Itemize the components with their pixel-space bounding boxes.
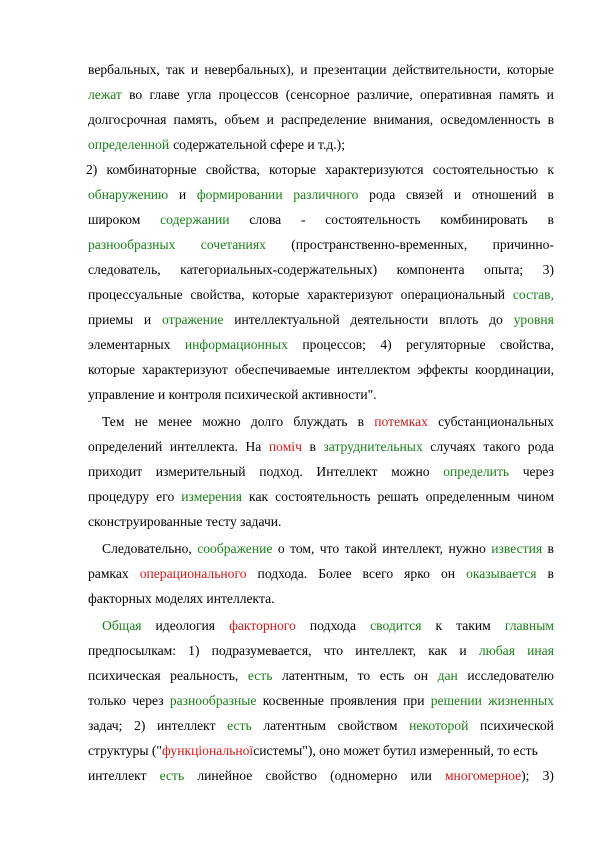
text-line bbox=[88, 768, 554, 784]
text-line bbox=[88, 137, 554, 153]
word: комбинаторные bbox=[106, 162, 197, 177]
text-line bbox=[86, 162, 554, 178]
word: приходит bbox=[88, 464, 143, 479]
word: ярко bbox=[404, 566, 430, 581]
word: вплоть bbox=[439, 312, 479, 327]
word: не bbox=[134, 414, 148, 429]
highlighted-word: содержании bbox=[160, 212, 230, 227]
highlighted-word: операционального bbox=[139, 566, 247, 581]
highlighted-word: сочетаниях bbox=[200, 237, 266, 252]
highlighted-word: некоторой bbox=[409, 718, 469, 733]
word: всего bbox=[362, 566, 394, 581]
word: латентным bbox=[263, 718, 326, 733]
word: задач; bbox=[88, 718, 123, 733]
highlighted-word: соображение bbox=[197, 541, 273, 556]
word: рода bbox=[527, 439, 554, 454]
word: свойства, bbox=[205, 162, 260, 177]
word: что bbox=[323, 643, 344, 658]
word: исследователю bbox=[467, 668, 554, 683]
word: интеллекта. bbox=[169, 439, 238, 454]
word: в bbox=[547, 541, 554, 556]
word: характеризуют bbox=[142, 362, 228, 377]
word: определенным bbox=[425, 489, 511, 504]
word: Более bbox=[318, 566, 352, 581]
word: то bbox=[357, 668, 371, 683]
word: 2) bbox=[134, 718, 146, 733]
highlighted-word: поміч bbox=[268, 439, 302, 454]
word: свойством bbox=[337, 718, 398, 733]
word: и bbox=[300, 62, 308, 77]
word: 3) bbox=[542, 768, 554, 783]
text-line bbox=[88, 362, 554, 378]
word: через bbox=[522, 464, 554, 479]
word: невербальных), bbox=[204, 62, 295, 77]
highlighted-word: решении bbox=[430, 693, 482, 708]
word: эффекты bbox=[417, 362, 469, 377]
word: можно bbox=[391, 464, 430, 479]
word: опыта; bbox=[484, 262, 524, 277]
word: состоятельность bbox=[275, 489, 371, 504]
text-line bbox=[88, 718, 554, 734]
word: процессуальные bbox=[88, 287, 183, 302]
word: связей bbox=[405, 187, 444, 202]
word: в bbox=[357, 414, 365, 429]
text-line bbox=[88, 514, 554, 530]
word: в bbox=[547, 187, 554, 202]
word: он bbox=[440, 566, 456, 581]
text-line bbox=[88, 337, 554, 353]
word: характеризуются bbox=[325, 162, 424, 177]
word: действительности, bbox=[392, 62, 501, 77]
word: компонента bbox=[396, 262, 465, 277]
word: 3) bbox=[542, 262, 554, 277]
text-line bbox=[88, 489, 554, 505]
word: проявления bbox=[330, 693, 397, 708]
highlighted-word: уровня bbox=[513, 312, 554, 327]
highlighted-word: разнообразных bbox=[88, 237, 176, 252]
highlighted-word: затруднительных bbox=[323, 439, 423, 454]
word: случаях bbox=[430, 439, 476, 454]
highlighted-word: отражение bbox=[162, 312, 224, 327]
word: таким bbox=[456, 618, 491, 633]
word: и bbox=[459, 643, 467, 658]
word: внимания, bbox=[373, 112, 434, 127]
word: к bbox=[547, 162, 554, 177]
word: менее bbox=[158, 414, 193, 429]
text-line bbox=[88, 464, 554, 480]
word: процессов bbox=[218, 87, 279, 102]
word: до bbox=[489, 312, 503, 327]
word: (сенсорное bbox=[285, 87, 350, 102]
word: структуры (" bbox=[88, 743, 162, 758]
word: как bbox=[249, 489, 269, 504]
word: в bbox=[309, 439, 316, 454]
text-line bbox=[88, 743, 554, 759]
text-line bbox=[88, 312, 554, 328]
word: что bbox=[319, 541, 340, 556]
word: можно bbox=[202, 414, 241, 429]
word: процессов; bbox=[302, 337, 366, 352]
highlighted-word: дан bbox=[437, 668, 458, 683]
word: как bbox=[428, 643, 448, 658]
word: операциональный bbox=[400, 287, 506, 302]
word: интеллект bbox=[88, 768, 147, 783]
word: в bbox=[547, 112, 554, 127]
word: в bbox=[547, 566, 554, 581]
highlighted-word: информационных bbox=[184, 337, 288, 352]
word: интеллектом bbox=[336, 362, 411, 377]
word: подразумевается, bbox=[211, 643, 312, 658]
word: широком bbox=[88, 212, 141, 227]
word: интеллектуальной bbox=[234, 312, 340, 327]
word: приемы bbox=[88, 312, 134, 327]
highlighted-word: известия bbox=[491, 541, 543, 556]
word: (пространственно-временных, bbox=[291, 237, 468, 252]
word: координации, bbox=[475, 362, 554, 377]
word: обеспечиваемые bbox=[234, 362, 330, 377]
text-line bbox=[102, 618, 554, 634]
word: рода bbox=[369, 187, 396, 202]
word: процедуру bbox=[88, 489, 150, 504]
highlighted-word: обнаружению bbox=[88, 187, 169, 202]
word: в bbox=[547, 212, 554, 227]
word: предпосылкам: bbox=[88, 643, 177, 658]
highlighted-word: разнообразные bbox=[169, 693, 257, 708]
highlighted-word: жизненных bbox=[488, 693, 554, 708]
word: регуляторные bbox=[406, 337, 486, 352]
word: - bbox=[300, 212, 306, 227]
text-line bbox=[88, 112, 554, 128]
text-line bbox=[88, 566, 554, 582]
word: долго bbox=[250, 414, 284, 429]
word: том, bbox=[290, 541, 315, 556]
word: подхода. bbox=[257, 566, 308, 581]
highlighted-word: оказывается bbox=[466, 566, 537, 581]
word-group bbox=[445, 768, 529, 784]
word: рамках bbox=[88, 566, 129, 581]
word: его bbox=[156, 489, 175, 504]
word: или bbox=[410, 768, 432, 783]
highlighted-word: есть bbox=[227, 718, 252, 733]
word: психической bbox=[480, 718, 554, 733]
word: Тем bbox=[102, 414, 125, 429]
word: содержательной сфере и т.д.); bbox=[173, 137, 345, 152]
word: латентным, bbox=[282, 668, 349, 683]
word: состоятельностью bbox=[432, 162, 539, 177]
word: объем bbox=[224, 112, 260, 127]
word: вербальных, bbox=[88, 62, 160, 77]
word: определений bbox=[88, 439, 163, 454]
word: комбинировать bbox=[440, 212, 528, 227]
word: и bbox=[143, 312, 152, 327]
word: факторных моделях интеллекта. bbox=[88, 591, 275, 606]
highlighted-word: есть bbox=[159, 768, 185, 783]
word: угла bbox=[186, 87, 212, 102]
word: реальность, bbox=[170, 668, 239, 683]
word: интеллект bbox=[157, 718, 216, 733]
word: есть bbox=[379, 668, 405, 683]
word: деятельности bbox=[350, 312, 429, 327]
word: и bbox=[190, 62, 199, 77]
text-line bbox=[88, 287, 554, 303]
text-line bbox=[88, 668, 554, 684]
word: и bbox=[266, 112, 274, 127]
word: свойство bbox=[265, 768, 317, 783]
highlighted-word: определенной bbox=[88, 137, 170, 152]
highlighted-word: различного bbox=[293, 187, 359, 202]
highlighted-word: измерения bbox=[181, 489, 243, 504]
text-line bbox=[88, 693, 554, 709]
word: Интеллект bbox=[316, 464, 378, 479]
word: 1) bbox=[188, 643, 200, 658]
word: психическая bbox=[88, 668, 161, 683]
word: такого bbox=[483, 439, 521, 454]
word: свойства, bbox=[499, 337, 554, 352]
word: различие, bbox=[356, 87, 413, 102]
word: подход. bbox=[259, 464, 303, 479]
word: оперативная bbox=[419, 87, 492, 102]
text-line bbox=[88, 87, 554, 103]
text-line bbox=[88, 591, 554, 607]
highlighted-word: факторного bbox=[229, 618, 296, 633]
highlighted-word: лежат bbox=[88, 87, 122, 102]
word: сконструированные тесту задачи. bbox=[88, 514, 282, 529]
text-line bbox=[88, 62, 554, 78]
word: и bbox=[453, 187, 462, 202]
text-line bbox=[88, 643, 554, 659]
word: которые bbox=[506, 62, 554, 77]
word: отношений bbox=[471, 187, 537, 202]
highlighted-word: Общая bbox=[102, 618, 142, 633]
word: главе bbox=[149, 87, 180, 102]
word: измерительный bbox=[155, 464, 246, 479]
word: он bbox=[413, 668, 428, 683]
text-line bbox=[88, 212, 554, 228]
highlighted-word: формировании bbox=[196, 187, 283, 202]
word: долгосрочная bbox=[88, 112, 167, 127]
word: подхода bbox=[309, 618, 357, 633]
text-line bbox=[88, 262, 554, 278]
text-line bbox=[88, 387, 554, 403]
word: решать bbox=[377, 489, 419, 504]
highlighted-word: функціональної bbox=[161, 743, 254, 758]
word: блуждать bbox=[293, 414, 348, 429]
word: Следовательно, bbox=[102, 541, 192, 556]
word: свойства, bbox=[190, 287, 245, 302]
word: чином bbox=[517, 489, 554, 504]
word: следователь, bbox=[88, 262, 161, 277]
word: о bbox=[277, 541, 285, 556]
highlighted-word: главным bbox=[504, 618, 554, 633]
word: осведомленность bbox=[440, 112, 541, 127]
word: На bbox=[245, 439, 262, 454]
word: так bbox=[166, 62, 185, 77]
word: субстанциональных bbox=[438, 414, 554, 429]
word: 2) bbox=[86, 162, 98, 177]
highlighted-word: определить bbox=[443, 464, 510, 479]
word: идеология bbox=[155, 618, 216, 633]
word: которые bbox=[88, 362, 136, 377]
text-line bbox=[102, 541, 554, 557]
word: интеллект, bbox=[382, 541, 444, 556]
word: такой bbox=[344, 541, 377, 556]
text-line bbox=[88, 237, 554, 253]
word: косвенные bbox=[262, 693, 324, 708]
word: категориальных-содержательных) bbox=[180, 262, 378, 277]
text-line bbox=[88, 439, 554, 455]
word: которые bbox=[252, 287, 300, 302]
word: элементарных bbox=[88, 337, 171, 352]
word: при bbox=[403, 693, 425, 708]
word: распределение bbox=[281, 112, 367, 127]
word: и bbox=[178, 187, 187, 202]
highlighted-word: есть bbox=[247, 668, 273, 683]
word: характеризуют bbox=[307, 287, 393, 302]
word: память, bbox=[173, 112, 218, 127]
word: и bbox=[546, 87, 554, 102]
highlighted-word: многомерное bbox=[444, 768, 522, 783]
word: презентации bbox=[313, 62, 387, 77]
word: во bbox=[129, 87, 143, 102]
word: 4) bbox=[380, 337, 392, 352]
highlighted-word: любая bbox=[478, 643, 515, 658]
word: системы"), оно может бутил измеренный, то есть bbox=[253, 743, 538, 758]
highlighted-word: потемках bbox=[374, 414, 428, 429]
highlighted-word: состав, bbox=[512, 287, 554, 302]
text-line bbox=[88, 187, 554, 203]
word: интеллект, bbox=[355, 643, 417, 658]
word: только bbox=[88, 693, 127, 708]
word: причинно- bbox=[492, 237, 554, 252]
word: через bbox=[132, 693, 164, 708]
word: которые bbox=[269, 162, 317, 177]
word: (одномерно bbox=[330, 768, 398, 783]
word: память bbox=[499, 87, 540, 102]
word: ); bbox=[521, 768, 530, 783]
word: нужно bbox=[448, 541, 486, 556]
word: слова bbox=[249, 212, 282, 227]
word: состоятельность bbox=[325, 212, 421, 227]
text-line bbox=[102, 414, 554, 430]
word: управление и контроля психической активности". bbox=[88, 387, 377, 402]
word: к bbox=[435, 618, 443, 633]
highlighted-word: сводится bbox=[370, 618, 422, 633]
word: линейное bbox=[197, 768, 253, 783]
highlighted-word: иная bbox=[527, 643, 554, 658]
